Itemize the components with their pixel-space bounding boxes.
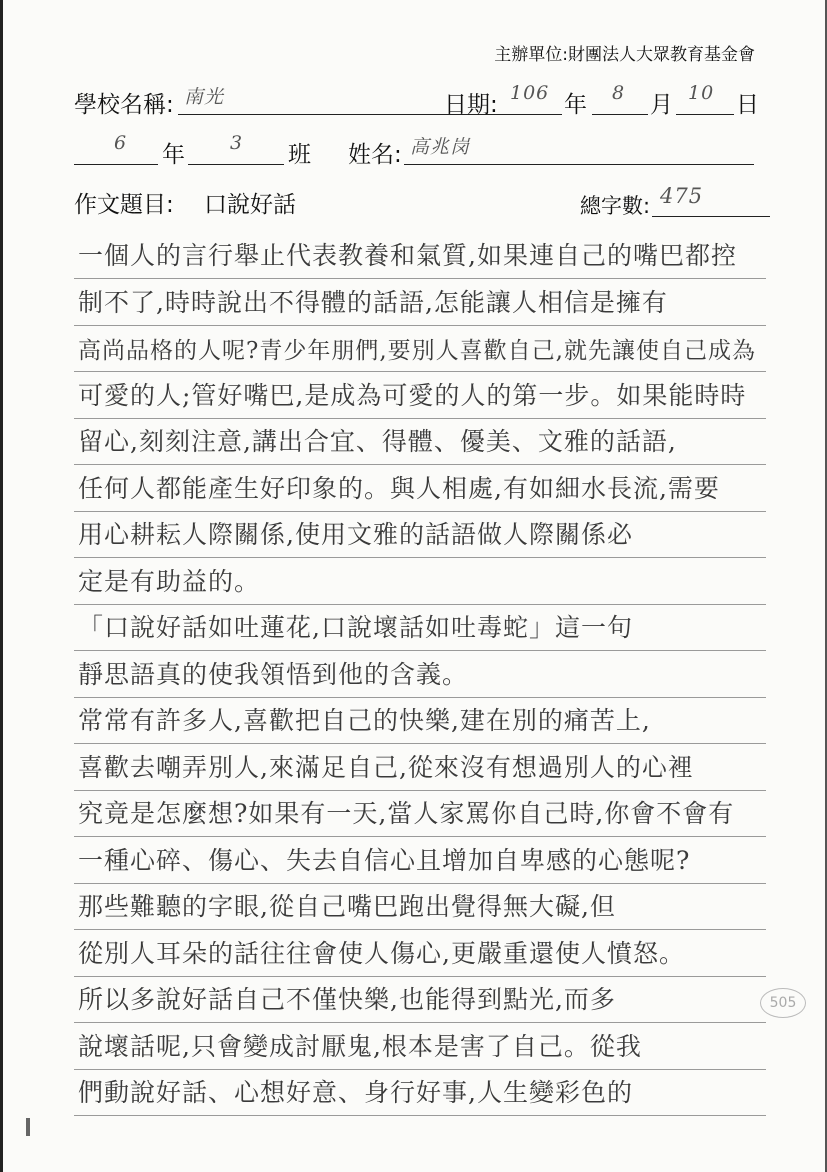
count-field [652, 184, 770, 217]
essay-line-text: 究竟是怎麼想?如果有一天,當人家罵你自己時,你會不會有 [78, 799, 735, 828]
essay-line [74, 837, 766, 884]
essay-line [74, 883, 766, 930]
month-label: 月 [650, 92, 673, 118]
essay-line [74, 697, 766, 744]
essay-line-text: 靜思語真的使我領悟到他的含義。 [78, 659, 469, 689]
essay-line-text: 喜歡去嘲弄別人,來滿足自己,從來沒有想過別人的心裡 [78, 752, 694, 782]
grade-field [74, 132, 158, 165]
essay-line-text: 定是有助益的。 [78, 566, 261, 596]
essay-line [74, 511, 766, 558]
essay-line-text: 所以多說好話自己不僅快樂,也能得到點光,而多 [78, 985, 616, 1014]
essay-line-text: 「口說好話如吐蓮花,口說壞話如吐毒蛇」這一句 [78, 613, 633, 642]
essay-line-text: 從別人耳朵的話往往會使人傷心,更嚴重還使人憤怒。 [78, 938, 685, 968]
essay-line [74, 976, 766, 1023]
date-label: 日期: [444, 92, 498, 118]
essay-line-text: 那些難聽的字眼,從自己嘴巴跑出覺得無大礙,但 [78, 892, 616, 921]
essay-line-text: 留心,刻刻注意,講出合宜、得體、優美、文雅的話語, [78, 427, 677, 456]
month-value: 8 [612, 82, 626, 104]
name-label: 姓名: [348, 142, 402, 168]
essay-line [74, 279, 766, 326]
essay-line [74, 1069, 766, 1116]
topic-count-row [74, 184, 767, 220]
day-field [676, 82, 734, 115]
essay-line [74, 325, 766, 372]
essay-line [74, 558, 766, 605]
essay-line [74, 744, 766, 791]
margin-mark [26, 1118, 30, 1136]
essay-line-text: 們動說好話、心想好意、身行好事,人生變彩色的 [78, 1078, 633, 1107]
year-label: 年 [564, 92, 587, 118]
essay-line-text: 一種心碎、傷心、失去自信心且增加自卑感的心態呢? [78, 845, 691, 875]
count-value: 475 [660, 184, 704, 208]
topic-value: 口說好話 [204, 192, 296, 218]
school-label: 學校名稱: [74, 92, 174, 118]
name-value: 高兆岗 [410, 136, 471, 158]
year-field [502, 82, 562, 115]
essay-line [74, 418, 766, 465]
essay-line-text: 可愛的人;管好嘴巴,是成為可愛的人的第一步。如果能時時 [78, 380, 747, 410]
month-field [592, 82, 648, 115]
essay-line-text: 任何人都能產生好印象的。與人相處,有如細水長流,需要 [78, 473, 720, 503]
sponsor-line: 主辦單位:財團法人大眾教育基金會 [494, 45, 755, 65]
class-field [188, 132, 284, 165]
day-value: 10 [688, 82, 715, 104]
essay-line-text: 用心耕耘人際關係,使用文雅的話語做人際關係必 [78, 520, 633, 549]
essay-line [74, 232, 766, 279]
school-value: 南光 [184, 86, 225, 108]
essay-line [74, 465, 766, 512]
grade-value: 6 [114, 132, 128, 154]
essay-line [74, 651, 766, 698]
essay-line [74, 1023, 766, 1070]
essay-line-text: 制不了,時時說出不得體的話語,怎能讓人相信是擁有 [78, 287, 668, 317]
class-value: 3 [230, 132, 244, 154]
essay-line [74, 372, 766, 419]
essay-line [74, 790, 766, 837]
page-left-edge [0, 0, 3, 1172]
essay-line [74, 930, 766, 977]
year-value: 106 [510, 82, 550, 104]
essay-line-text: 高尚品格的人呢?青少年朋們,要別人喜歡自己,就先讓使自己成為 [78, 338, 756, 364]
margin-note: 505 [760, 988, 806, 1018]
day-label: 日 [736, 92, 759, 118]
school-date-row [74, 82, 767, 118]
class-label: 班 [288, 142, 311, 168]
topic-label: 作文題目: [74, 192, 174, 218]
essay-line-text: 一個人的言行舉止代表教養和氣質,如果連自己的嘴巴都控 [78, 241, 737, 270]
grade-class-name-row [74, 132, 767, 168]
name-field [404, 132, 754, 165]
essay-line-text: 說壞話呢,只會變成討厭鬼,根本是害了自己。從我 [78, 1031, 642, 1061]
grade-label: 年 [162, 142, 185, 168]
essay-line [74, 604, 766, 651]
count-label: 總字數: [580, 194, 651, 218]
essay-line-text: 常常有許多人,喜歡把自己的快樂,建在別的痛苦上, [78, 706, 651, 735]
